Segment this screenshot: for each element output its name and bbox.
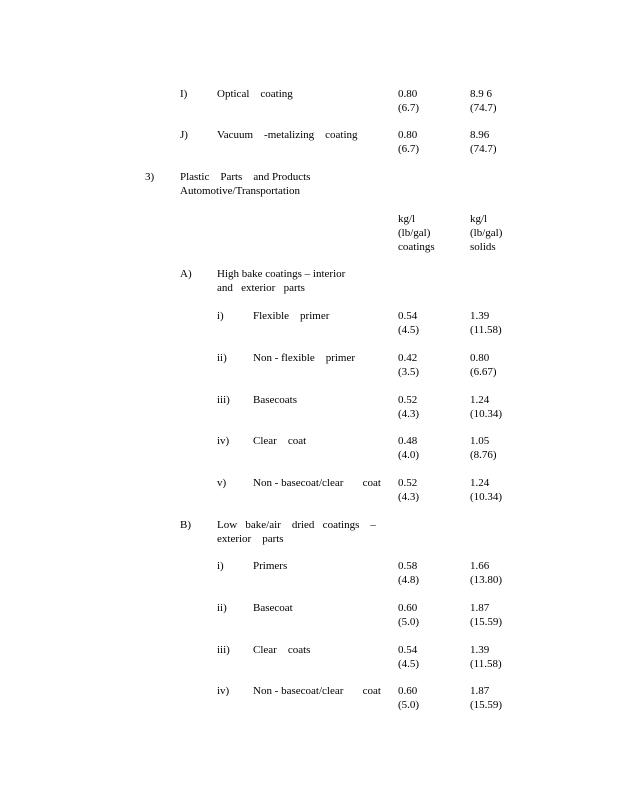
solids-value: 1.66 bbox=[470, 560, 490, 572]
solids-value: 8.9 6 bbox=[470, 88, 492, 100]
coatings-value-lbgal: (5.0) bbox=[398, 699, 420, 711]
coatings-value: 0.52 bbox=[398, 477, 418, 489]
solids-value: 1.39 bbox=[470, 644, 490, 656]
coatings-value-lbgal: (4.8) bbox=[398, 574, 420, 586]
solids-value-lbgal: (74.7) bbox=[470, 102, 497, 114]
section-title: Plastic Parts and Products bbox=[180, 171, 311, 183]
subsection-title: High bake coatings – interior bbox=[217, 268, 346, 280]
row-description: Non - flexible primer bbox=[253, 352, 356, 364]
row-number: iii) bbox=[217, 644, 230, 656]
row-description: Non - basecoat/clear coat bbox=[253, 477, 381, 489]
section-title: Automotive/Transportation bbox=[180, 185, 300, 197]
row-number: iii) bbox=[217, 394, 230, 406]
item-description: Optical coating bbox=[217, 88, 293, 100]
subsection-title: exterior parts bbox=[217, 533, 284, 545]
solids-value: 1.87 bbox=[470, 685, 490, 697]
solids-value: 1.87 bbox=[470, 602, 490, 614]
row-description: Basecoats bbox=[253, 394, 297, 406]
subsection-title: and exterior parts bbox=[217, 282, 305, 294]
row-description: Primers bbox=[253, 560, 288, 572]
section-number: 3) bbox=[145, 171, 155, 183]
solids-value-lbgal: (11.58) bbox=[470, 658, 502, 670]
coatings-value: 0.60 bbox=[398, 602, 418, 614]
solids-value: 1.24 bbox=[470, 477, 490, 489]
row-description: Clear coats bbox=[253, 644, 311, 656]
coatings-value-lbgal: (6.7) bbox=[398, 143, 420, 155]
solids-header: solids bbox=[470, 241, 496, 253]
solids-value-lbgal: (11.58) bbox=[470, 324, 502, 336]
row-description: Non - basecoat/clear coat bbox=[253, 685, 381, 697]
item-label: I) bbox=[180, 88, 188, 100]
row-description: Flexible primer bbox=[253, 310, 330, 322]
solids-value-lbgal: (10.34) bbox=[470, 491, 503, 503]
row-description: Clear coat bbox=[253, 435, 307, 447]
coatings-value-lbgal: (6.7) bbox=[398, 102, 420, 114]
solids-value: 0.80 bbox=[470, 352, 490, 364]
coatings-value: 0.54 bbox=[398, 310, 418, 322]
coatings-value-lbgal: (3.5) bbox=[398, 366, 420, 378]
solids-value-lbgal: (15.59) bbox=[470, 616, 503, 628]
solids-value-lbgal: (8.76) bbox=[470, 449, 497, 461]
solids-value: 1.05 bbox=[470, 435, 490, 447]
row-number: i) bbox=[217, 560, 224, 572]
coatings-value-lbgal: (5.0) bbox=[398, 616, 420, 628]
solids-value: 1.39 bbox=[470, 310, 490, 322]
solids-value: 1.24 bbox=[470, 394, 490, 406]
coatings-value-lbgal: (4.0) bbox=[398, 449, 420, 461]
solids-value-lbgal: (74.7) bbox=[470, 143, 497, 155]
coatings-value-lbgal: (4.3) bbox=[398, 408, 420, 420]
subsection-label: B) bbox=[180, 519, 191, 531]
solids-value-lbgal: (10.34) bbox=[470, 408, 503, 420]
coatings-value: 0.60 bbox=[398, 685, 418, 697]
coatings-value: 0.52 bbox=[398, 394, 418, 406]
coatings-value: 0.80 bbox=[398, 88, 418, 100]
item-description: Vacuum -metalizing coating bbox=[217, 129, 358, 141]
coatings-value-lbgal: (4.5) bbox=[398, 324, 420, 336]
coatings-header: kg/l bbox=[398, 213, 416, 225]
row-number: iv) bbox=[217, 685, 230, 697]
row-number: ii) bbox=[217, 602, 227, 614]
coatings-header: (lb/gal) bbox=[398, 227, 431, 239]
solids-value-lbgal: (6.67) bbox=[470, 366, 497, 378]
coatings-value-lbgal: (4.3) bbox=[398, 491, 420, 503]
row-number: v) bbox=[217, 477, 227, 489]
solids-value: 8.96 bbox=[470, 129, 490, 141]
subsection-label: A) bbox=[180, 268, 192, 280]
coatings-value: 0.58 bbox=[398, 560, 418, 572]
solids-value-lbgal: (15.59) bbox=[470, 699, 503, 711]
subsection-title: Low bake/air dried coatings – bbox=[217, 519, 376, 531]
row-number: ii) bbox=[217, 352, 227, 364]
coatings-value: 0.80 bbox=[398, 129, 418, 141]
solids-value-lbgal: (13.80) bbox=[470, 574, 503, 586]
solids-header: kg/l bbox=[470, 213, 488, 225]
row-description: Basecoat bbox=[253, 602, 293, 614]
coatings-header: coatings bbox=[398, 241, 435, 253]
coatings-value: 0.48 bbox=[398, 435, 418, 447]
solids-header: (lb/gal) bbox=[470, 227, 503, 239]
row-number: i) bbox=[217, 310, 224, 322]
coatings-value: 0.54 bbox=[398, 644, 418, 656]
coatings-value-lbgal: (4.5) bbox=[398, 658, 420, 670]
item-label: J) bbox=[180, 129, 188, 141]
coatings-value: 0.42 bbox=[398, 352, 418, 364]
row-number: iv) bbox=[217, 435, 230, 447]
